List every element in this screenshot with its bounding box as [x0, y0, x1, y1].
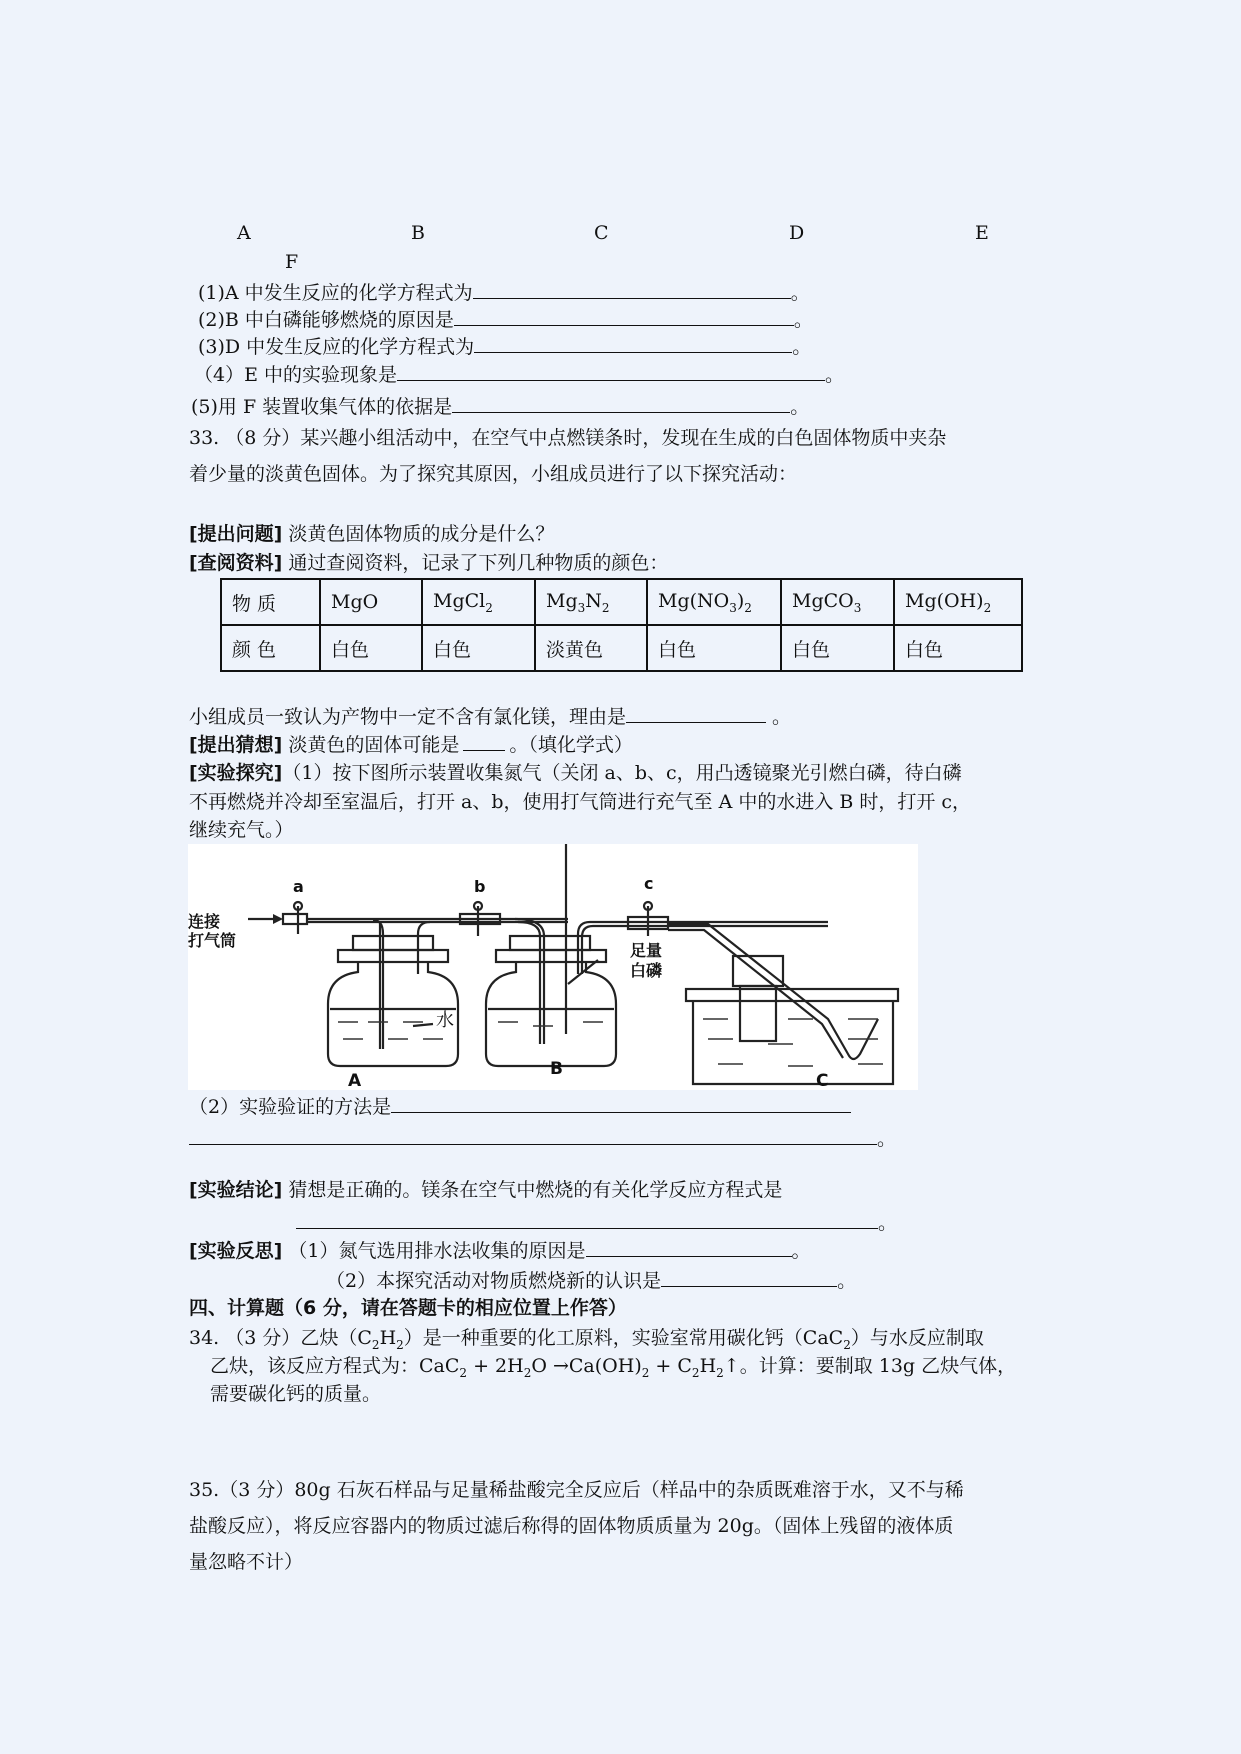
section-heading: 四、计算题（6 分，请在答题卡的相应位置上作答）: [189, 1297, 627, 1319]
table-cell: 白色: [781, 625, 894, 671]
q33-reflection-1: [实验反思] （1）氮气选用排水法收集的原因是 。: [189, 1240, 811, 1262]
answer-blank[interactable]: [463, 732, 505, 751]
table-cell: MgO: [320, 579, 422, 625]
answer-blank[interactable]: [473, 280, 791, 299]
q33-conclusion-blank: 。: [296, 1210, 897, 1235]
q33-conclusion: [实验结论] 猜想是正确的。镁条在空气中燃烧的有关化学反应方程式是: [189, 1179, 783, 1201]
fig-label-b: B: [411, 222, 425, 244]
q33-exp-2: 不再燃烧并冷却至室温后，打开 a、b，使用打气筒进行充气至 A 中的水进入 B 时，打开 c，: [189, 791, 972, 813]
answer-blank[interactable]: [474, 334, 792, 353]
answer-blank[interactable]: [189, 1126, 877, 1145]
table-cell: MgCl$_2$: [422, 579, 535, 625]
apparatus-diagram: [188, 844, 918, 1090]
q33-guess: [提出猜想] 淡黄色的固体可能是 。（填化学式）: [189, 734, 633, 756]
label-valve-a: a: [293, 877, 304, 896]
label-phosphorus-1: 足量: [630, 941, 663, 960]
label-bottle-b: B: [550, 1059, 563, 1079]
fig-label-f: F: [285, 251, 299, 273]
fig-label-e: E: [975, 222, 989, 244]
label-bottle-a: A: [348, 1071, 362, 1090]
q33-intro-1: 33. （8 分）某兴趣小组活动中，在空气中点燃镁条时，发现在生成的白色固体物质中夹杂: [189, 427, 947, 449]
label-valve-b: b: [474, 877, 486, 896]
q35-line-3: 量忽略不计）: [189, 1551, 304, 1573]
q33-intro-2: 着少量的淡黄色固体。为了探究其原因，小组成员进行了以下探究活动：: [189, 463, 798, 485]
q34-line-2: 乙炔，该反应方程式为：$CaC_2 + 2H_2O \to Ca(OH)_2$ + $C_2H_2↑$。计算：要制取 13g 乙炔气体，: [210, 1355, 1017, 1380]
table-row: [221, 625, 1022, 671]
label-connect-1: 连接: [188, 912, 221, 931]
table-cell: 淡黄色: [535, 625, 647, 671]
table-head-substance: 物 质: [221, 579, 320, 625]
q33-verify: （2）实验验证的方法是: [189, 1094, 851, 1119]
q34-line-3: 需要碳化钙的质量。: [210, 1383, 382, 1405]
q32-line-4: （4）E 中的实验现象是 。: [194, 364, 845, 386]
q35-line-2: 盐酸反应），将反应容器内的物质过滤后称得的固体物质质量为 20g。（固体上残留的液体质: [189, 1515, 954, 1537]
label-valve-c: c: [644, 874, 654, 893]
table-cell: $Mg_3N_2$: [535, 579, 647, 625]
table-cell: 白色: [647, 625, 781, 671]
table-cell: 白色: [422, 625, 535, 671]
q35-line-1: 35.（3 分）80g 石灰石样品与足量稀盐酸完全反应后（样品中的杂质既难溶于水，又不与稀: [189, 1479, 964, 1501]
table-head-color: 颜 色: [221, 625, 320, 671]
answer-blank[interactable]: [454, 307, 794, 326]
q33-ask: [提出问题] 淡黄色固体物质的成分是什么？: [189, 523, 555, 545]
table-row: [221, 579, 1022, 625]
label-water: 水: [436, 1010, 454, 1031]
answer-blank[interactable]: [586, 1238, 792, 1257]
q33-consensus: 小组成员一致认为产物中一定不含有氯化镁，理由是 。: [189, 706, 792, 728]
answer-blank[interactable]: [626, 704, 766, 723]
table-cell: $Mg(NO_3)_2$: [647, 579, 781, 625]
color-table: [220, 578, 1023, 672]
fig-label-a: A: [237, 222, 251, 244]
table-cell: $Mg(OH)_2$: [894, 579, 1022, 625]
answer-blank[interactable]: [397, 362, 825, 381]
q33-exp-3: 继续充气。）: [189, 819, 294, 841]
q33-reflection-2: （2）本探究活动对物质燃烧新的认识是 。: [326, 1270, 857, 1292]
label-phosphorus-2: 白磷: [630, 961, 663, 980]
q33-ref: [查阅资料] 通过查阅资料，记录了下列几种物质的颜色：: [189, 552, 669, 574]
table-cell: 白色: [894, 625, 1022, 671]
table-cell: 白色: [320, 625, 422, 671]
table-cell: MgCO$_3$: [781, 579, 894, 625]
answer-blank[interactable]: [452, 394, 790, 413]
fig-label-c: C: [594, 222, 609, 244]
q32-line-2: (2)B 中白磷能够燃烧的原因是 。: [198, 309, 813, 331]
fig-label-d: D: [789, 222, 805, 244]
answer-blank[interactable]: [391, 1094, 851, 1113]
q32-line-3: (3)D 中发生反应的化学方程式为 。: [198, 336, 812, 358]
q33-verify-cont: 。: [189, 1126, 896, 1151]
q34-line-1: 34. （3 分）乙炔$(C_2H_2)$是一种重要的化工原料，实验室常用碳化钙（CaC$_2$）与水反应制取: [189, 1327, 984, 1352]
q33-exp-1: [实验探究]（1）按下图所示装置收集氮气（关闭 a、b、c，用凸透镜聚光引燃白磷，待白磷: [189, 762, 962, 784]
answer-blank[interactable]: [296, 1210, 878, 1229]
q32-line-5: (5)用 F 装置收集气体的依据是 。: [191, 396, 810, 418]
label-connect-2: 打气筒: [188, 931, 237, 950]
answer-blank[interactable]: [661, 1268, 837, 1287]
label-trough-c: C: [816, 1071, 829, 1090]
q32-line-1: (1)A 中发生反应的化学方程式为 。: [198, 282, 810, 304]
